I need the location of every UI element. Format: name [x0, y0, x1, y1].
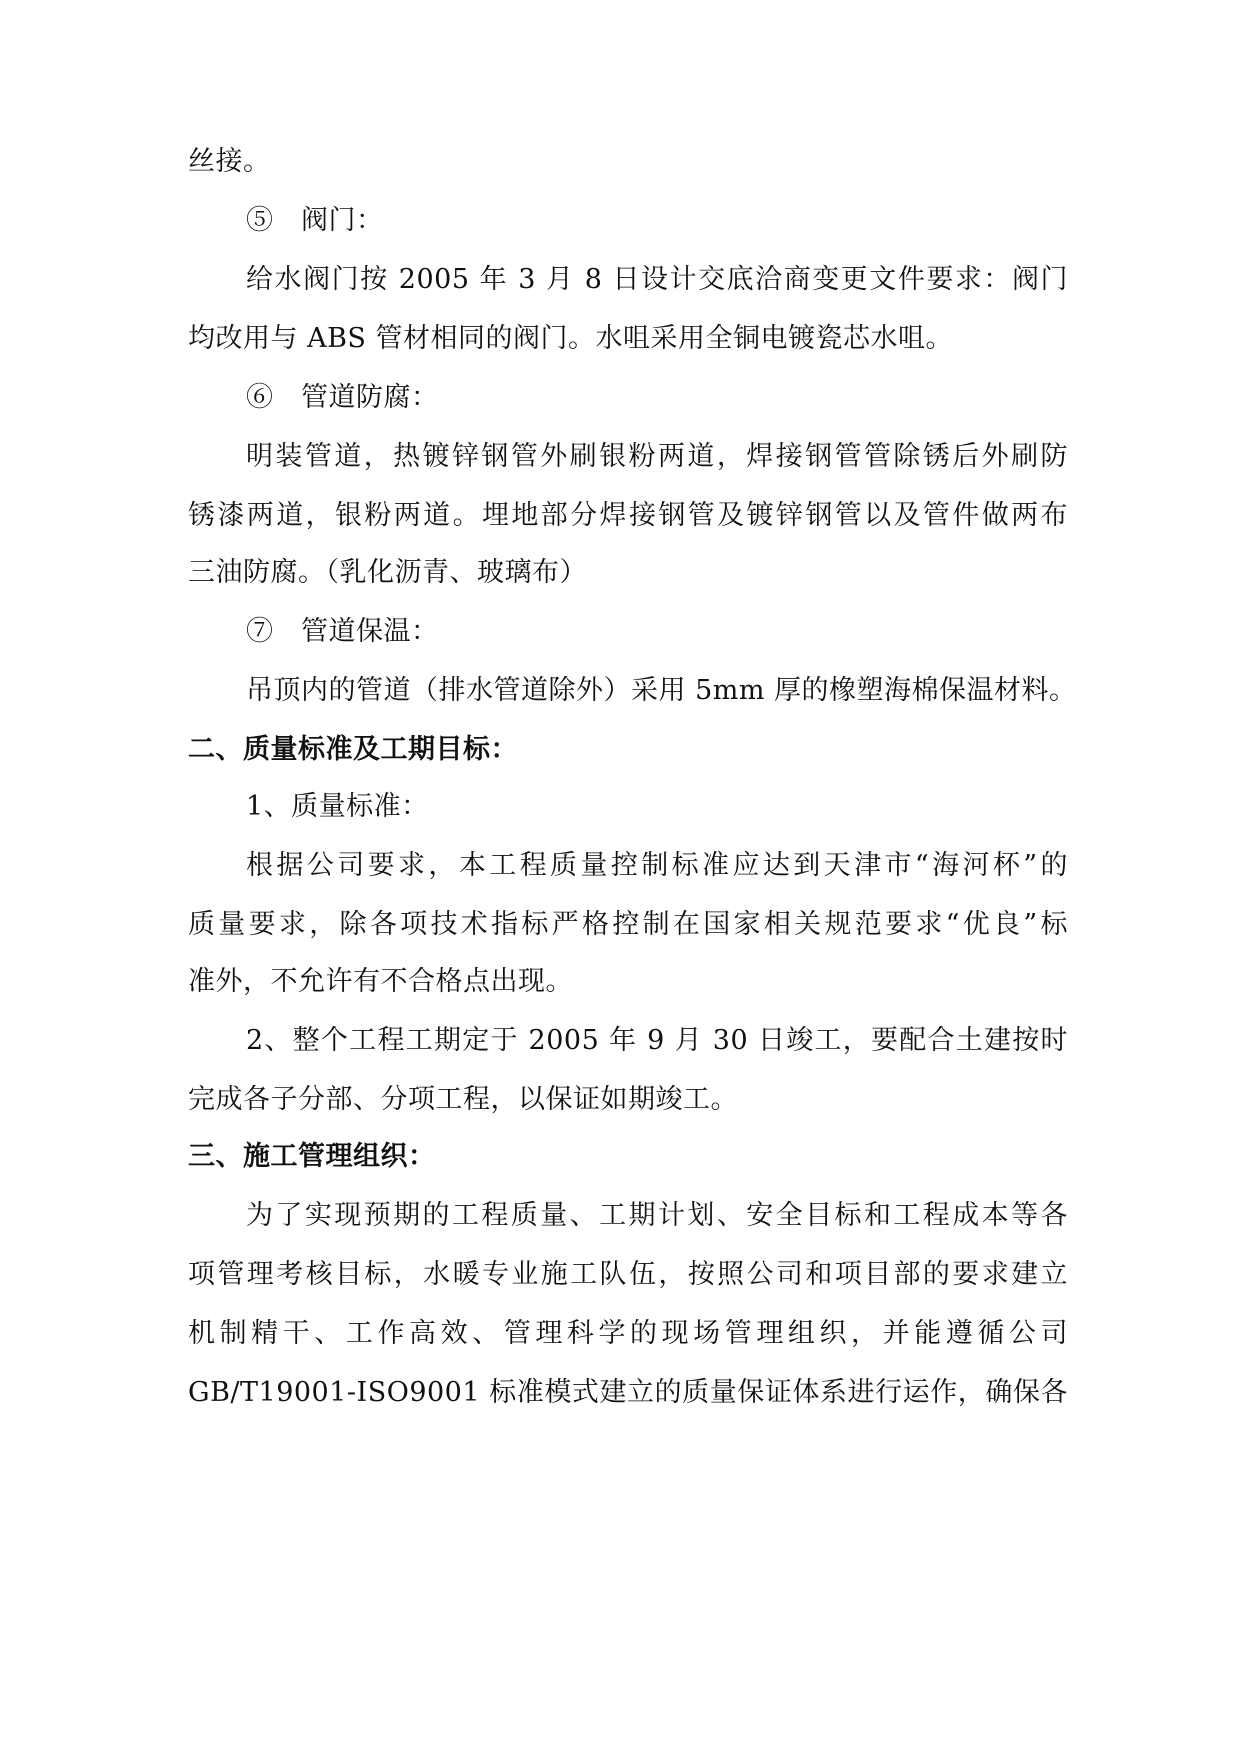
subsection-heading-quality-standard: 1、质量标准： [246, 791, 429, 822]
text-line: 锈漆两道，银粉两道。埋地部分焊接钢管及镀锌钢管以及管件做两布 [188, 500, 1068, 531]
text-line: 机制精干、工作高效、管理科学的现场管理组织，并能遵循公司 [188, 1318, 1068, 1349]
text-line: 准外，不允许有不合格点出现。 [188, 966, 573, 997]
section-heading-management: 三、施工管理组织： [188, 1141, 436, 1172]
item-heading-valves: ⑤ 阀门： [246, 205, 384, 236]
text-line: 完成各子分部、分项工程，以保证如期竣工。 [188, 1084, 738, 1115]
text-line: 项管理考核目标，水暖专业施工队伍，按照公司和项目部的要求建立 [188, 1259, 1068, 1290]
text-line: 质量要求，除各项技术指标严格控制在国家相关规范要求“优良”标 [188, 909, 1068, 940]
item-heading-insulation: ⑦ 管道保温： [246, 616, 439, 647]
text-line: GB/T19001-ISO9001 标准模式建立的质量保证体系进行运作，确保各 [188, 1377, 1068, 1408]
text-line: 根据公司要求，本工程质量控制标准应达到天津市“海河杯”的 [246, 850, 1068, 881]
text-line: 吊顶内的管道（排水管道除外）采用 5mm 厚的橡塑海棉保温材料。 [246, 675, 1077, 706]
text-line: 丝接。 [188, 146, 271, 177]
text-line: 三油防腐。（乳化沥青、玻璃布） [188, 557, 587, 588]
text-line: 为了实现预期的工程质量、工期计划、安全目标和工程成本等各 [246, 1200, 1068, 1231]
section-heading-quality: 二、质量标准及工期目标： [188, 734, 518, 765]
text-line: 均改用与 ABS 管材相同的阀门。水咀采用全铜电镀瓷芯水咀。 [188, 323, 954, 354]
text-line: 给水阀门按 2005 年 3 月 8 日设计交底洽商变更文件要求：阀门 [246, 264, 1068, 295]
text-line: 明装管道，热镀锌钢管外刷银粉两道，焊接钢管管除锈后外刷防 [246, 441, 1068, 472]
item-heading-anticorrosion: ⑥ 管道防腐： [246, 382, 439, 413]
text-line: 2、整个工程工期定于 2005 年 9 月 30 日竣工，要配合土建按时 [246, 1025, 1068, 1056]
